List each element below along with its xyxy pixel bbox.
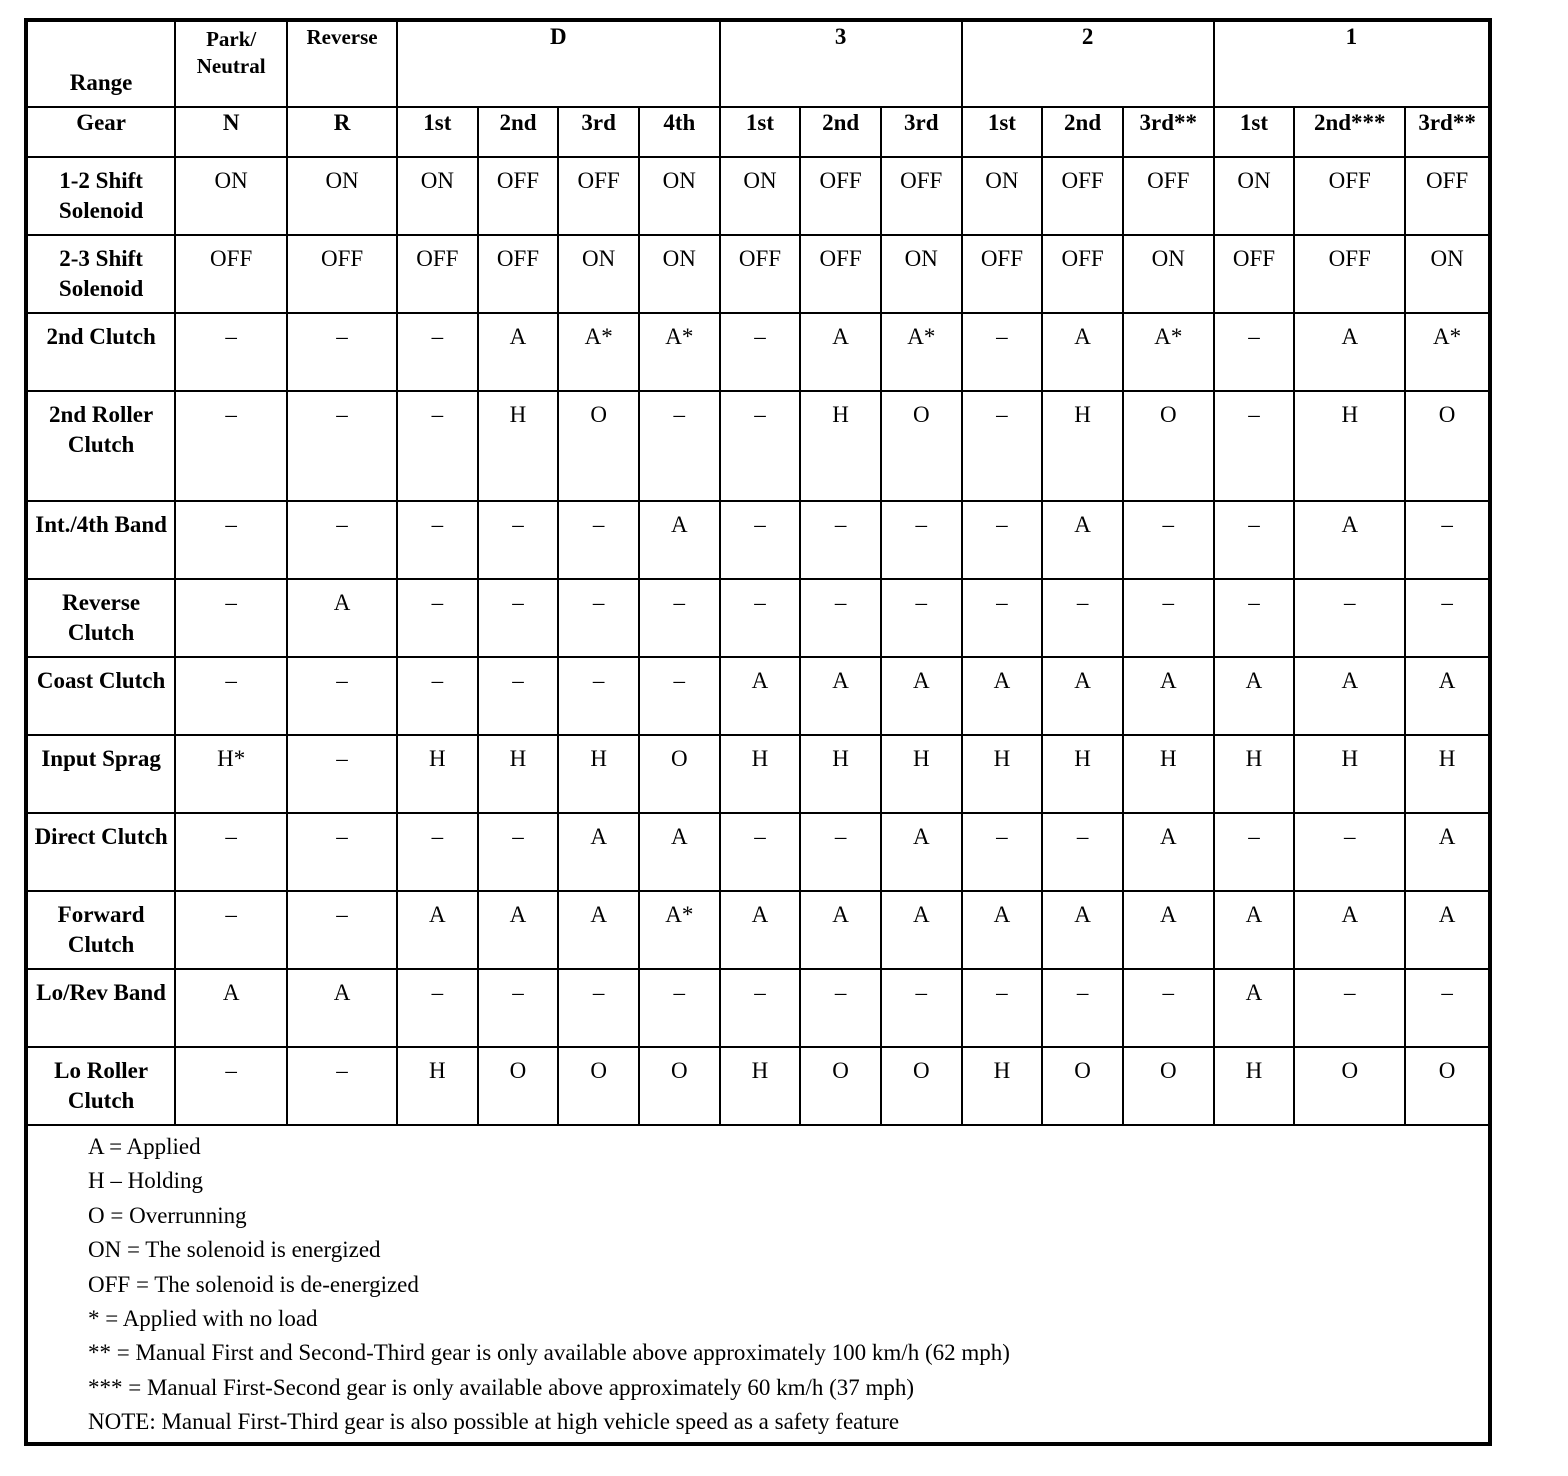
clutch-band-application-chart xyxy=(24,18,1492,1446)
value-cell: O xyxy=(1405,391,1488,501)
table-row xyxy=(28,157,1488,235)
value-cell: – xyxy=(478,657,559,735)
value-cell: A xyxy=(1405,657,1488,735)
value-cell: – xyxy=(478,813,559,891)
row-label: Input Sprag xyxy=(28,735,175,813)
value-cell: – xyxy=(720,391,801,501)
gear-cell: 1st xyxy=(962,107,1043,157)
value-cell: OFF xyxy=(1214,235,1295,313)
value-cell: H xyxy=(397,735,478,813)
value-cell: A xyxy=(1294,657,1405,735)
value-cell: H xyxy=(1214,735,1295,813)
value-cell: – xyxy=(397,391,478,501)
value-cell: – xyxy=(397,813,478,891)
range-3: 3 xyxy=(720,22,962,107)
value-cell: A xyxy=(720,657,801,735)
value-cell: H* xyxy=(175,735,287,813)
value-cell: – xyxy=(1042,813,1123,891)
value-cell: – xyxy=(639,657,720,735)
value-cell: O xyxy=(800,1047,881,1125)
row-label: 2-3 Shift Solenoid xyxy=(28,235,175,313)
value-cell: A* xyxy=(1123,313,1214,391)
value-cell: – xyxy=(175,579,287,657)
value-cell: ON xyxy=(720,157,801,235)
value-cell: O xyxy=(881,391,962,501)
row-label: Coast Clutch xyxy=(28,657,175,735)
gear-header-row xyxy=(28,107,1488,157)
value-cell: OFF xyxy=(1042,157,1123,235)
value-cell: – xyxy=(287,657,397,735)
value-cell: H xyxy=(478,735,559,813)
value-cell: – xyxy=(287,313,397,391)
value-cell: – xyxy=(175,813,287,891)
value-cell: A xyxy=(800,891,881,969)
value-cell: A xyxy=(1042,657,1123,735)
value-cell: – xyxy=(639,969,720,1047)
value-cell: – xyxy=(962,969,1043,1047)
value-cell: – xyxy=(1123,579,1214,657)
value-cell: H xyxy=(800,391,881,501)
value-cell: – xyxy=(1042,579,1123,657)
value-cell: A* xyxy=(881,313,962,391)
legend-line: ON = The solenoid is energized xyxy=(88,1237,381,1263)
row-label: Lo Roller Clutch xyxy=(28,1047,175,1125)
range-header-row xyxy=(28,22,1488,107)
value-cell: H xyxy=(1294,391,1405,501)
value-cell: OFF xyxy=(1123,157,1214,235)
value-cell: – xyxy=(1214,501,1295,579)
value-cell: A* xyxy=(1405,313,1488,391)
legend-line: * = Applied with no load xyxy=(88,1306,318,1332)
value-cell: ON xyxy=(639,235,720,313)
value-cell: – xyxy=(175,657,287,735)
value-cell: A xyxy=(397,891,478,969)
value-cell: – xyxy=(1042,969,1123,1047)
gear-cell: 1st xyxy=(397,107,478,157)
value-cell: – xyxy=(478,969,559,1047)
value-cell: – xyxy=(800,579,881,657)
value-cell: – xyxy=(962,313,1043,391)
value-cell: – xyxy=(397,579,478,657)
value-cell: H xyxy=(1042,735,1123,813)
value-cell: – xyxy=(175,391,287,501)
value-cell: – xyxy=(287,735,397,813)
value-cell: – xyxy=(175,501,287,579)
value-cell: – xyxy=(1123,969,1214,1047)
table-row xyxy=(28,1047,1488,1125)
value-cell: – xyxy=(720,813,801,891)
value-cell: – xyxy=(287,391,397,501)
gear-cell: 3rd** xyxy=(1123,107,1214,157)
value-cell: – xyxy=(720,313,801,391)
value-cell: O xyxy=(478,1047,559,1125)
value-cell: A xyxy=(1042,501,1123,579)
table-row xyxy=(28,657,1488,735)
value-cell: O xyxy=(1294,1047,1405,1125)
value-cell: OFF xyxy=(175,235,287,313)
value-cell: ON xyxy=(639,157,720,235)
value-cell: – xyxy=(1405,501,1488,579)
table-row xyxy=(28,891,1488,969)
legend-line: ** = Manual First and Second-Third gear is only available above approximately 100 km/h (62 mph) xyxy=(88,1340,1010,1366)
value-cell: A xyxy=(1294,313,1405,391)
value-cell: H xyxy=(558,735,639,813)
value-cell: ON xyxy=(1123,235,1214,313)
value-cell: – xyxy=(800,969,881,1047)
row-label: Forward Clutch xyxy=(28,891,175,969)
value-cell: – xyxy=(478,501,559,579)
value-cell: – xyxy=(639,579,720,657)
value-cell: – xyxy=(1294,969,1405,1047)
value-cell: OFF xyxy=(1294,157,1405,235)
value-cell: – xyxy=(800,813,881,891)
value-cell: – xyxy=(558,579,639,657)
value-cell: – xyxy=(1294,579,1405,657)
value-cell: O xyxy=(639,735,720,813)
value-cell: O xyxy=(1123,1047,1214,1125)
legend-line: H – Holding xyxy=(88,1168,203,1194)
value-cell: A xyxy=(175,969,287,1047)
value-cell: – xyxy=(639,391,720,501)
table-row xyxy=(28,235,1488,313)
value-cell: A xyxy=(478,313,559,391)
value-cell: A xyxy=(1123,657,1214,735)
value-cell: OFF xyxy=(397,235,478,313)
value-cell: – xyxy=(1294,813,1405,891)
value-cell: H xyxy=(478,391,559,501)
value-cell: – xyxy=(175,313,287,391)
row-label: 2nd Roller Clutch xyxy=(28,391,175,501)
value-cell: – xyxy=(881,969,962,1047)
row-label: 1-2 Shift Solenoid xyxy=(28,157,175,235)
value-cell: A xyxy=(287,579,397,657)
value-cell: – xyxy=(175,891,287,969)
value-cell: – xyxy=(720,969,801,1047)
value-cell: A xyxy=(1405,891,1488,969)
value-cell: OFF xyxy=(478,235,559,313)
value-cell: – xyxy=(800,501,881,579)
value-cell: O xyxy=(558,1047,639,1125)
range-1: 1 xyxy=(1214,22,1488,107)
value-cell: O xyxy=(881,1047,962,1125)
value-cell: – xyxy=(720,501,801,579)
value-cell: O xyxy=(558,391,639,501)
value-cell: A xyxy=(962,891,1043,969)
table-row xyxy=(28,501,1488,579)
gear-cell: 2nd xyxy=(800,107,881,157)
value-cell: ON xyxy=(962,157,1043,235)
gear-cell: 3rd** xyxy=(1405,107,1488,157)
value-cell: ON xyxy=(881,235,962,313)
value-cell: A xyxy=(639,501,720,579)
value-cell: H xyxy=(800,735,881,813)
value-cell: OFF xyxy=(1405,157,1488,235)
value-cell: – xyxy=(478,579,559,657)
value-cell: – xyxy=(1123,501,1214,579)
value-cell: – xyxy=(1214,391,1295,501)
value-cell: OFF xyxy=(1042,235,1123,313)
value-cell: OFF xyxy=(558,157,639,235)
value-cell: H xyxy=(962,735,1043,813)
table-row xyxy=(28,969,1488,1047)
value-cell: – xyxy=(287,1047,397,1125)
table-row xyxy=(28,813,1488,891)
value-cell: H xyxy=(881,735,962,813)
value-cell: OFF xyxy=(800,235,881,313)
legend-line: O = Overrunning xyxy=(88,1202,247,1228)
value-cell: O xyxy=(639,1047,720,1125)
value-cell: – xyxy=(397,313,478,391)
gear-cell: N xyxy=(175,107,287,157)
range-reverse: Reverse xyxy=(287,22,397,107)
value-cell: OFF xyxy=(720,235,801,313)
gear-header-label: Gear xyxy=(28,107,175,157)
value-cell: A xyxy=(1405,813,1488,891)
value-cell: ON xyxy=(1405,235,1488,313)
value-cell: – xyxy=(287,891,397,969)
value-cell: – xyxy=(1214,313,1295,391)
table-row xyxy=(28,735,1488,813)
value-cell: A xyxy=(881,657,962,735)
value-cell: – xyxy=(720,579,801,657)
value-cell: – xyxy=(1405,969,1488,1047)
value-cell: ON xyxy=(1214,157,1295,235)
gear-cell: 2nd xyxy=(1042,107,1123,157)
value-cell: A xyxy=(1294,501,1405,579)
gear-cell: 4th xyxy=(639,107,720,157)
value-cell: A xyxy=(287,969,397,1047)
value-cell: OFF xyxy=(881,157,962,235)
value-cell: A xyxy=(1294,891,1405,969)
range-d: D xyxy=(397,22,720,107)
gear-cell: 3rd xyxy=(881,107,962,157)
row-label: Reverse Clutch xyxy=(28,579,175,657)
value-cell: H xyxy=(397,1047,478,1125)
gear-cell: 1st xyxy=(720,107,801,157)
value-cell: – xyxy=(881,501,962,579)
value-cell: – xyxy=(397,501,478,579)
value-cell: A* xyxy=(558,313,639,391)
value-cell: A xyxy=(1042,891,1123,969)
value-cell: – xyxy=(397,657,478,735)
row-label: Direct Clutch xyxy=(28,813,175,891)
range-park-neutral: Park/ Neutral xyxy=(175,22,287,107)
value-cell: OFF xyxy=(962,235,1043,313)
value-cell: – xyxy=(881,579,962,657)
value-cell: A xyxy=(1214,891,1295,969)
value-cell: A xyxy=(720,891,801,969)
legend-line: NOTE: Manual First-Third gear is also possible at high vehicle speed as a safety feature xyxy=(88,1409,900,1435)
row-label: Int./4th Band xyxy=(28,501,175,579)
value-cell: A* xyxy=(639,313,720,391)
value-cell: A xyxy=(639,813,720,891)
row-label: Lo/Rev Band xyxy=(28,969,175,1047)
value-cell: O xyxy=(1123,391,1214,501)
table-row xyxy=(28,313,1488,391)
component-rows xyxy=(28,157,1488,1125)
value-cell: A xyxy=(1123,891,1214,969)
legend-line: *** = Manual First-Second gear is only available above approximately 60 km/h (37 mph) xyxy=(88,1374,915,1400)
value-cell: – xyxy=(962,501,1043,579)
application-table xyxy=(28,22,1488,1126)
value-cell: H xyxy=(1042,391,1123,501)
value-cell: – xyxy=(558,657,639,735)
value-cell: A xyxy=(800,657,881,735)
value-cell: A xyxy=(558,813,639,891)
value-cell: H xyxy=(962,1047,1043,1125)
value-cell: – xyxy=(962,391,1043,501)
value-cell: A xyxy=(962,657,1043,735)
value-cell: A xyxy=(1123,813,1214,891)
value-cell: OFF xyxy=(800,157,881,235)
value-cell: A xyxy=(558,891,639,969)
value-cell: – xyxy=(287,501,397,579)
gear-cell: 3rd xyxy=(558,107,639,157)
value-cell: H xyxy=(720,735,801,813)
value-cell: ON xyxy=(558,235,639,313)
value-cell: – xyxy=(1214,579,1295,657)
range-2: 2 xyxy=(962,22,1214,107)
value-cell: OFF xyxy=(478,157,559,235)
gear-cell: R xyxy=(287,107,397,157)
value-cell: A xyxy=(478,891,559,969)
gear-cell: 2nd xyxy=(478,107,559,157)
legend xyxy=(88,1130,1010,1440)
value-cell: H xyxy=(720,1047,801,1125)
gear-cell: 1st xyxy=(1214,107,1295,157)
table-row xyxy=(28,391,1488,501)
value-cell: ON xyxy=(175,157,287,235)
value-cell: ON xyxy=(397,157,478,235)
value-cell: OFF xyxy=(287,235,397,313)
value-cell: H xyxy=(1405,735,1488,813)
value-cell: H xyxy=(1294,735,1405,813)
value-cell: A xyxy=(881,891,962,969)
value-cell: – xyxy=(962,579,1043,657)
value-cell: – xyxy=(287,813,397,891)
value-cell: ON xyxy=(287,157,397,235)
table-row xyxy=(28,579,1488,657)
value-cell: A xyxy=(800,313,881,391)
value-cell: OFF xyxy=(1294,235,1405,313)
row-label: 2nd Clutch xyxy=(28,313,175,391)
value-cell: H xyxy=(1214,1047,1295,1125)
legend-line: A = Applied xyxy=(88,1134,201,1159)
gear-cell: 2nd*** xyxy=(1294,107,1405,157)
value-cell: – xyxy=(558,501,639,579)
value-cell: – xyxy=(1405,579,1488,657)
value-cell: A xyxy=(1214,969,1295,1047)
value-cell: – xyxy=(175,1047,287,1125)
value-cell: – xyxy=(1214,813,1295,891)
value-cell: H xyxy=(1123,735,1214,813)
value-cell: A xyxy=(1042,313,1123,391)
value-cell: – xyxy=(558,969,639,1047)
value-cell: – xyxy=(962,813,1043,891)
value-cell: – xyxy=(397,969,478,1047)
legend-line: OFF = The solenoid is de-energized xyxy=(88,1271,419,1297)
value-cell: A* xyxy=(639,891,720,969)
value-cell: A xyxy=(881,813,962,891)
value-cell: O xyxy=(1405,1047,1488,1125)
range-header-label: Range xyxy=(28,22,175,107)
value-cell: A xyxy=(1214,657,1295,735)
value-cell: O xyxy=(1042,1047,1123,1125)
